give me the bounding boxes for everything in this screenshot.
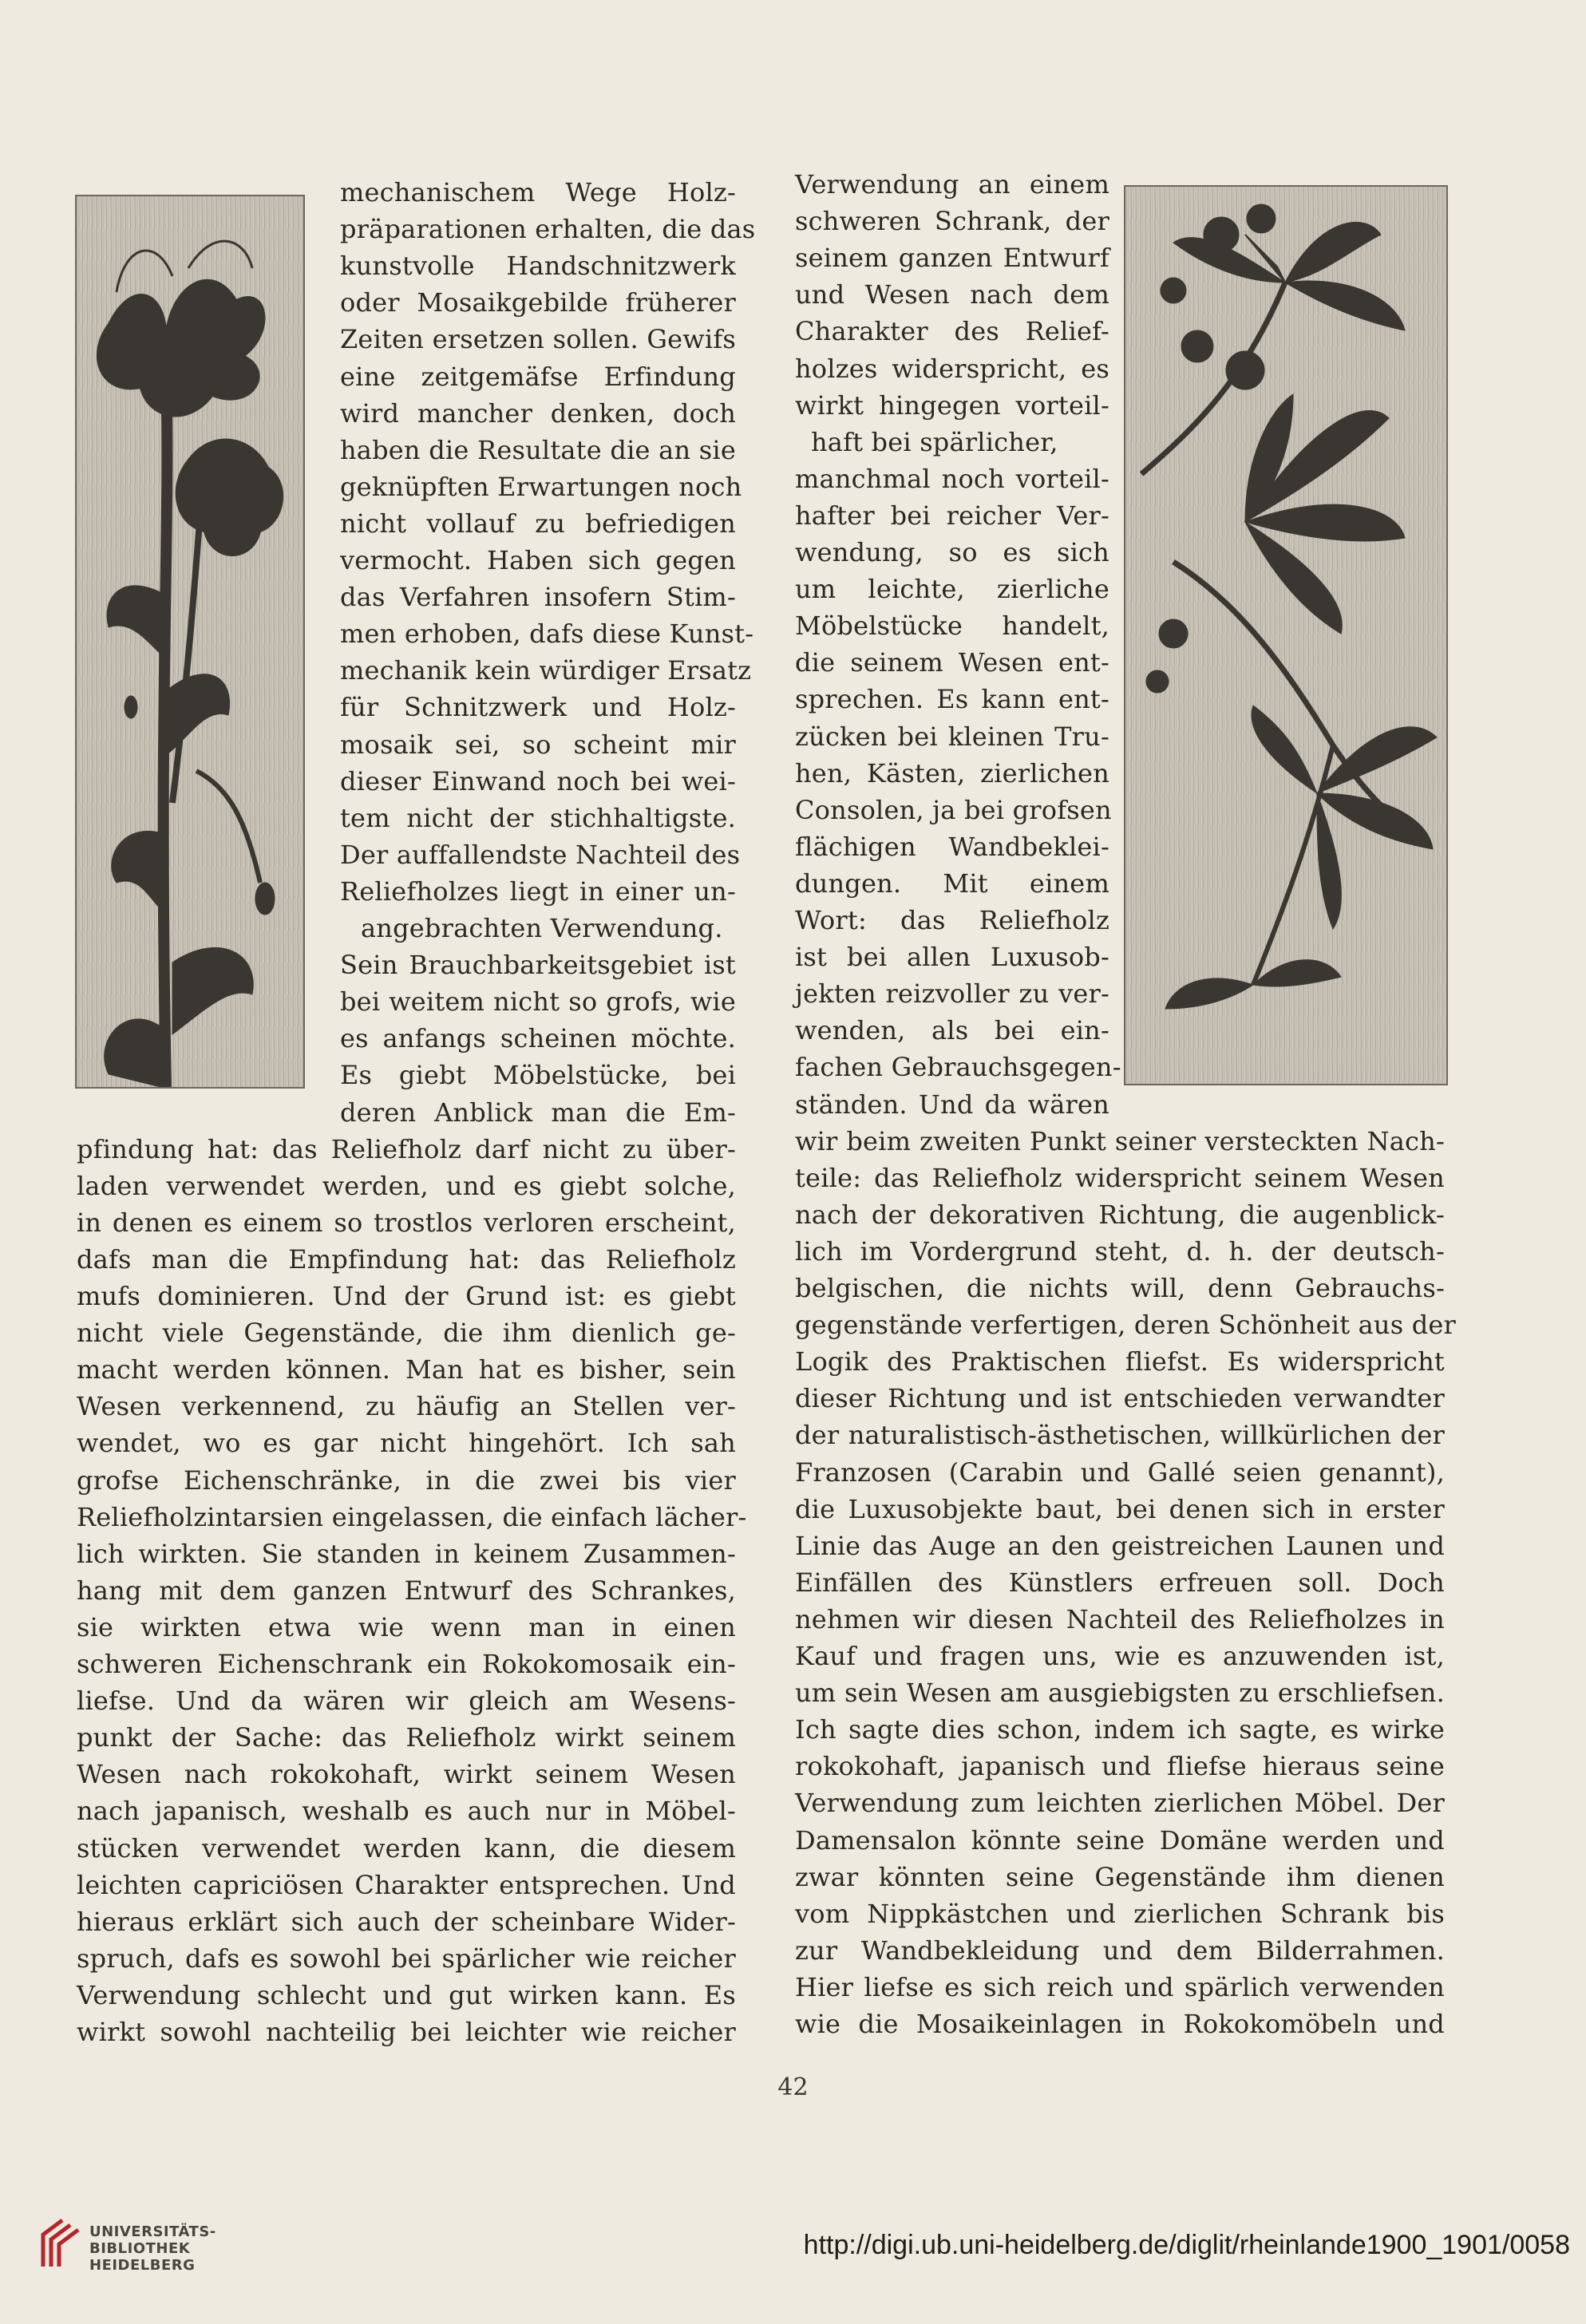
- library-line-3: HEIDELBERG: [89, 2257, 196, 2274]
- text-line: nehmen wir diesen Nachteil des Reliefholzes in: [795, 1603, 1445, 1634]
- text-line: seinem ganzen Entwurf: [795, 243, 1109, 274]
- text-line: Kauf und fragen uns, wie es anzuwenden ist,: [795, 1641, 1445, 1671]
- text-line: leichten capriciösen Charakter entsprechen. Und: [77, 1869, 736, 1900]
- text-line: lich wirkten. Sie standen in keinem Zusammen-: [77, 1538, 736, 1569]
- text-line: die seinem Wesen ent-: [795, 647, 1109, 678]
- text-line: zücken bei kleinen Tru-: [795, 721, 1109, 752]
- poppy-illustration-svg: [77, 196, 303, 1087]
- text-line: hang mit dem ganzen Entwurf des Schrankes,: [77, 1575, 736, 1606]
- text-line: um leichte, zierliche: [795, 574, 1109, 605]
- text-line: teile: das Reliefholz widerspricht seinem Wesen: [795, 1162, 1445, 1193]
- text-line: zur Wandbekleidung und dem Bilderrahmen.: [795, 1935, 1445, 1966]
- text-line: Charakter des Relief-: [795, 316, 1109, 347]
- text-line: Linie das Auge an den geistreichen Launen und: [795, 1530, 1445, 1561]
- text-line: Reliefholzintarsien eingelassen, die einfach lächer-: [77, 1501, 747, 1532]
- text-line: Logik des Praktischen fliefst. Es widerspricht: [795, 1346, 1445, 1377]
- text-line: und Wesen nach dem: [795, 279, 1109, 310]
- source-url-link[interactable]: http://digi.ub.uni-heidelberg.de/diglit/rheinlande1900_1901/0058: [803, 2230, 1570, 2260]
- text-line: haft bei spärlicher,: [811, 426, 1058, 457]
- text-line: für Schnitzwerk und Holz-: [340, 692, 736, 723]
- text-line: nach der dekorativen Richtung, die augenblick-: [795, 1199, 1445, 1230]
- text-line: Der auffallendste Nachteil des: [340, 839, 741, 870]
- text-line: vom Nippkästchen und zierlichen Schrank bis: [795, 1898, 1445, 1929]
- text-line: wir beim zweiten Punkt seiner versteckten Nach-: [795, 1125, 1445, 1156]
- text-line: dieser Einwand noch bei wei-: [340, 765, 736, 796]
- text-line: sprechen. Es kann ent-: [795, 684, 1109, 715]
- text-line: dafs man die Empfindung hat: das Reliefholz: [77, 1243, 736, 1275]
- text-line: tem nicht der stichhaltigste.: [340, 802, 736, 833]
- text-line: die Luxusobjekte baut, bei denen sich in erster: [795, 1493, 1445, 1524]
- text-line: Einfällen des Künstlers erfreuen soll. Doch: [795, 1567, 1445, 1598]
- text-line: wirkt sowohl nachteilig bei leichter wie reicher: [77, 2017, 736, 2047]
- poppy-plant-woodcut: [75, 195, 305, 1089]
- text-line: das Verfahren insofern Stim-: [340, 582, 736, 613]
- text-line: Wort: das Reliefholz: [795, 905, 1109, 935]
- text-line: Franzosen (Carabin und Gallé seien genannt),: [795, 1456, 1445, 1488]
- text-line: pfindung hat: das Reliefholz darf nicht zu über-: [77, 1133, 736, 1164]
- text-line: Consolen, ja bei grofsen: [795, 794, 1112, 825]
- library-line-2: BIBLIOTHEK: [89, 2240, 191, 2257]
- text-line: wie die Mosaikeinlagen in Rokokomöbeln und: [795, 2009, 1445, 2039]
- university-library-logo-icon: [38, 2217, 81, 2271]
- text-line: Wesen verkennend, zu häufig an Stellen ver-: [77, 1391, 736, 1422]
- text-line: hieraus erklärt sich auch der scheinbare Wider-: [77, 1906, 736, 1937]
- text-line: geknüpften Erwartungen noch: [340, 471, 742, 502]
- text-line: vermocht. Haben sich gegen: [340, 545, 736, 575]
- text-line: punkt der Sache: das Reliefholz wirkt seinem: [77, 1722, 736, 1753]
- text-line: lich im Vordergrund steht, d. h. der deutsch-: [795, 1235, 1445, 1267]
- text-line: Verwendung zum leichten zierlichen Möbel. Der: [795, 1788, 1445, 1819]
- text-line: dungen. Mit einem: [795, 868, 1109, 899]
- text-line: nicht vollauf zu befriedigen: [340, 508, 736, 539]
- text-line: stücken verwendet werden kann, die diesem: [77, 1832, 736, 1864]
- text-line: mosaik sei, so scheint mir: [340, 729, 736, 760]
- text-line: haben die Resultate die an sie: [340, 434, 736, 465]
- text-line: der naturalistisch-ästhetischen, willkürlichen der: [795, 1420, 1445, 1451]
- text-line: präparationen erhalten, die das: [340, 214, 756, 245]
- text-line: grofse Eichenschränke, in die zwei bis vier: [77, 1464, 736, 1496]
- text-line: ist bei allen Luxusob-: [795, 942, 1109, 973]
- text-line: kunstvolle Handschnitzwerk: [340, 251, 736, 282]
- text-line: in denen es einem so trostlos verloren erscheint,: [77, 1207, 736, 1238]
- text-line: hafter bei reicher Ver-: [795, 500, 1109, 531]
- text-line: um sein Wesen am ausgiebigsten zu erschliefsen.: [795, 1678, 1445, 1709]
- text-line: mufs dominieren. Und der Grund ist: es giebt: [77, 1281, 736, 1311]
- text-line: Zeiten ersetzen sollen. Gewifs: [340, 324, 736, 355]
- text-line: Ich sagte dies schon, indem ich sagte, es wirke: [795, 1714, 1445, 1745]
- text-line: Möbelstücke handelt,: [795, 611, 1109, 642]
- text-line: wirkt hingegen vorteil-: [795, 389, 1109, 421]
- text-line: nach japanisch, weshalb es auch nur in Möbel-: [77, 1796, 736, 1827]
- text-line: macht werden können. Man hat es bisher, sein: [77, 1354, 736, 1385]
- text-line: eine zeitgemäfse Erfindung: [340, 361, 736, 392]
- library-name: [89, 2223, 216, 2274]
- text-line: Sein Brauchbarkeitsgebiet ist: [340, 950, 736, 981]
- text-line: liefse. Und da wären wir gleich am Wesens-: [77, 1686, 736, 1717]
- text-line: Wesen nach rokokohaft, wirkt seinem Wesen: [77, 1759, 736, 1790]
- text-line: mechanik kein würdiger Ersatz: [340, 655, 752, 686]
- text-line: flächigen Wandbeklei-: [795, 831, 1109, 862]
- text-line: mechanischem Wege Holz-: [340, 177, 736, 208]
- text-line: jekten reizvoller zu ver-: [795, 978, 1109, 1010]
- text-line: es anfangs scheinen möchte.: [340, 1023, 736, 1054]
- text-line: ständen. Und da wären: [795, 1089, 1109, 1120]
- text-line: schweren Eichenschrank ein Rokokomosaik ein-: [77, 1649, 736, 1679]
- chestnut-leaves-woodcut: [1124, 185, 1448, 1085]
- text-line: Es giebt Möbelstücke, bei: [340, 1060, 736, 1091]
- text-line: gegenstände verfertigen, deren Schönheit aus der: [795, 1310, 1457, 1341]
- text-line: rokokohaft, japanisch und fliefse hieraus seine: [795, 1751, 1445, 1782]
- text-line: hen, Kästen, zierlichen: [795, 757, 1109, 788]
- chestnut-illustration-svg: [1125, 187, 1446, 1084]
- text-line: wendung, so es sich: [795, 537, 1109, 567]
- library-line-1: UNIVERSITÄTS-: [89, 2223, 216, 2240]
- text-line: Reliefholzes liegt in einer un-: [340, 875, 736, 907]
- text-line: wenden, als bei ein-: [795, 1015, 1109, 1046]
- text-line: oder Mosaikgebilde früherer: [340, 287, 736, 318]
- text-line: nicht viele Gegenstände, die ihm dienlich ge-: [77, 1318, 736, 1349]
- text-line: zwar könnten seine Gegenstände ihm dienen: [795, 1861, 1445, 1892]
- text-line: men erhoben, dafs diese Kunst-: [340, 619, 754, 650]
- page-number: 42: [777, 2073, 809, 2101]
- text-line: spruch, dafs es sowohl bei spärlicher wie reicher: [77, 1943, 736, 1974]
- text-line: holzes widerspricht, es: [795, 353, 1109, 384]
- text-line: manchmal noch vorteil-: [795, 463, 1109, 494]
- text-line: schweren Schrank, der: [795, 206, 1109, 237]
- text-line: dieser Richtung und ist entschieden verwandter: [795, 1383, 1445, 1414]
- text-line: angebrachten Verwendung.: [361, 913, 723, 943]
- text-line: Verwendung an einem: [795, 169, 1109, 200]
- text-line: deren Anblick man die Em-: [340, 1097, 736, 1128]
- text-line: wendet, wo es gar nicht hingehört. Ich sah: [77, 1428, 736, 1459]
- text-line: sie wirkten etwa wie wenn man in einen: [77, 1611, 736, 1642]
- text-line: fachen Gebrauchsgegen-: [795, 1052, 1121, 1083]
- text-line: wird mancher denken, doch: [340, 397, 736, 429]
- text-line: bei weitem nicht so grofs, wie: [340, 986, 736, 1018]
- text-line: Hier liefse es sich reich und spärlich verwenden: [795, 1971, 1445, 2002]
- text-line: Damensalon könnte seine Domäne werden und: [795, 1824, 1445, 1856]
- text-line: Verwendung schlecht und gut wirken kann. Es: [77, 1979, 736, 2010]
- text-line: laden verwendet werden, und es giebt solche,: [77, 1170, 736, 1201]
- text-line: belgischen, die nichts will, denn Gebrauchs-: [795, 1273, 1445, 1303]
